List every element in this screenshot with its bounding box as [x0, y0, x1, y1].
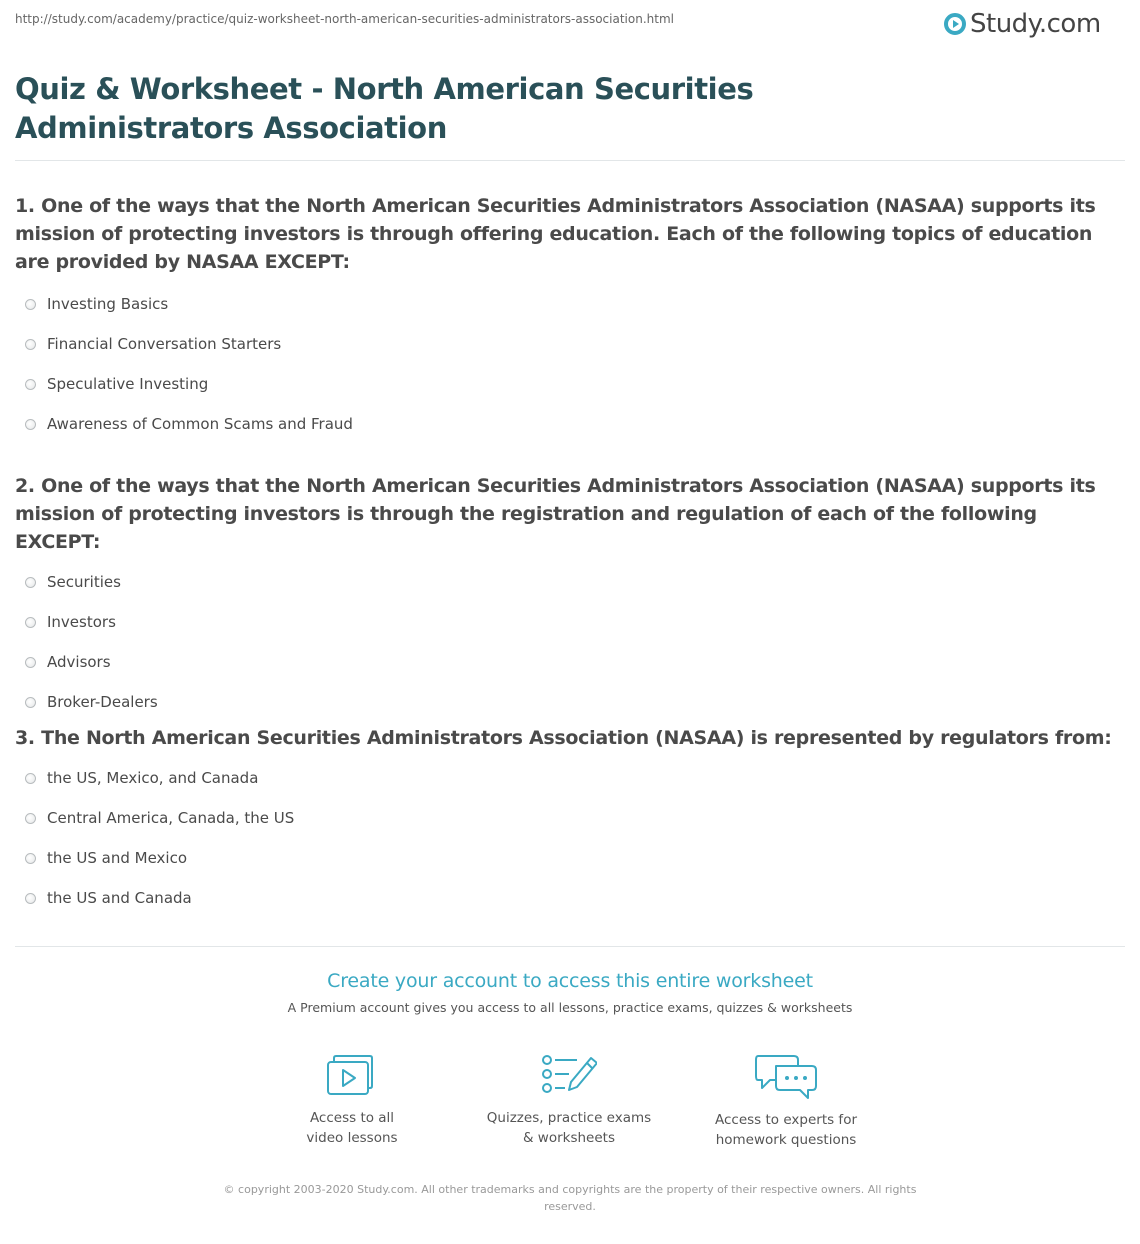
feature-line: Access to experts for: [714, 1112, 857, 1128]
answer-label: Financial Conversation Starters: [47, 335, 282, 353]
radio-button[interactable]: [25, 617, 36, 628]
premium-description: A Premium account gives you access to all lessons, practice exams, quizzes & worksheets: [287, 1000, 853, 1015]
radio-button[interactable]: [25, 853, 36, 864]
chat-bubbles-icon: [754, 1052, 818, 1100]
feature-text: [459, 1108, 679, 1148]
radio-button[interactable]: [25, 577, 36, 588]
questions-divider: [15, 946, 1125, 947]
question-3: [15, 724, 1125, 918]
page-url: http://study.com/academy/practice/quiz-worksheet-north-american-securities-administrators-association.html: [15, 12, 674, 26]
study-logo[interactable]: [944, 6, 1101, 42]
logo-text: Study.com: [970, 9, 1101, 39]
feature-text: [242, 1108, 462, 1148]
feature-quizzes: [459, 1052, 679, 1148]
quiz-checklist-icon: [541, 1052, 597, 1098]
feature-video-lessons: [242, 1052, 462, 1148]
video-lessons-icon: [326, 1052, 378, 1098]
answer-label: Investing Basics: [47, 295, 169, 313]
feature-line: homework questions: [715, 1132, 857, 1148]
answer-label: Broker-Dealers: [47, 693, 158, 711]
answer-option[interactable]: [15, 364, 1125, 404]
answer-option[interactable]: [15, 838, 1125, 878]
answer-option[interactable]: [15, 682, 1125, 722]
feature-line: Access to all: [309, 1110, 395, 1126]
feature-line: video lessons: [306, 1130, 398, 1146]
copyright-notice: © copyright 2003-2020 Study.com. All other trademarks and copyrights are the property of their respective owners. All rights reserved.: [223, 1183, 917, 1213]
question-2: [15, 472, 1125, 722]
page-title: Quiz & Worksheet - North American Securities Administrators Association: [15, 72, 754, 145]
feature-line: & worksheets: [522, 1130, 615, 1146]
answer-option[interactable]: [15, 284, 1125, 324]
feature-line: Quizzes, practice exams: [486, 1110, 652, 1126]
answer-option[interactable]: [15, 562, 1125, 602]
answer-label: Awareness of Common Scams and Fraud: [47, 415, 353, 433]
radio-button[interactable]: [25, 893, 36, 904]
radio-button[interactable]: [25, 773, 36, 784]
answer-option[interactable]: [15, 404, 1125, 444]
answer-options: [15, 284, 1125, 444]
answer-option[interactable]: [15, 602, 1125, 642]
radio-button[interactable]: [25, 419, 36, 430]
radio-button[interactable]: [25, 299, 36, 310]
answer-option[interactable]: [15, 642, 1125, 682]
answer-label: the US and Canada: [47, 889, 192, 907]
radio-button[interactable]: [25, 813, 36, 824]
title-divider: [15, 160, 1125, 161]
question-1: [15, 192, 1125, 444]
play-circle-icon: [944, 13, 966, 35]
answer-label: Central America, Canada, the US: [47, 809, 295, 827]
answer-label: Securities: [47, 573, 121, 591]
create-account-link[interactable]: Create your account to access this entire worksheet: [327, 970, 813, 992]
question-text: 2. One of the ways that the North American Securities Administrators Association (NASAA) supports its mission of protecting investors is through the registration and regulation of each of the following EXCEPT:: [15, 475, 1096, 553]
feature-text: [676, 1110, 896, 1150]
answer-label: the US and Mexico: [47, 849, 188, 867]
answer-option[interactable]: [15, 878, 1125, 918]
question-text: 1. One of the ways that the North American Securities Administrators Association (NASAA) supports its mission of protecting investors is through offering education. Each of the following topics of education are provided by NASAA EXCEPT:: [15, 195, 1096, 273]
radio-button[interactable]: [25, 697, 36, 708]
radio-button[interactable]: [25, 339, 36, 350]
feature-experts: [676, 1052, 896, 1150]
answer-label: Speculative Investing: [47, 375, 209, 393]
answer-options: [15, 758, 1125, 918]
answer-label: Investors: [47, 613, 116, 631]
answer-label: Advisors: [47, 653, 111, 671]
answer-option[interactable]: [15, 798, 1125, 838]
answer-options: [15, 562, 1125, 722]
question-text: 3. The North American Securities Administrators Association (NASAA) is represented by regulators from:: [15, 727, 1112, 749]
radio-button[interactable]: [25, 379, 36, 390]
answer-option[interactable]: [15, 324, 1125, 364]
radio-button[interactable]: [25, 657, 36, 668]
answer-label: the US, Mexico, and Canada: [47, 769, 259, 787]
answer-option[interactable]: [15, 758, 1125, 798]
